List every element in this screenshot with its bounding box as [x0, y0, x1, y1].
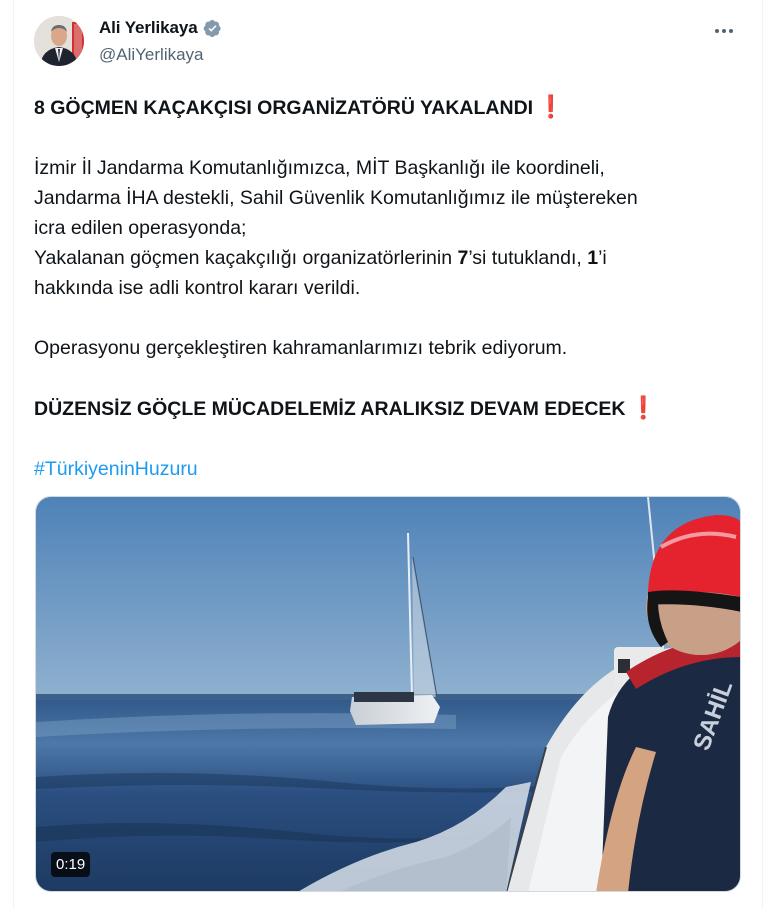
judicial-control-count: 1 — [587, 247, 599, 269]
paragraph-line — [34, 243, 734, 273]
paragraph-congrats: Operasyonu gerçekleştiren kahramanlarımızı tebrik ediyorum. — [34, 337, 568, 359]
author-handle[interactable]: @AliYerlikaya — [99, 45, 204, 64]
video-duration-badge: 0:19 — [51, 852, 90, 877]
more-horizontal-icon — [722, 29, 726, 33]
video-player[interactable] — [35, 496, 741, 892]
headline-text: 8 GÖÇMEN KAÇAKÇISI ORGANİZATÖRÜ YAKALANDI — [34, 97, 534, 119]
author-name-row — [99, 18, 222, 38]
paragraph-line: icra edilen operasyonda; — [34, 217, 247, 239]
exclamation-emoji-icon: ❗ — [537, 94, 565, 119]
verified-badge-icon[interactable] — [203, 19, 222, 38]
closing-statement — [34, 393, 734, 424]
svg-text:SAHİL: SAHİL — [688, 677, 739, 755]
paragraph-line: Jandarma İHA destekli, Sahil Güvenlik Komutanlığımız ile müştereken — [34, 187, 638, 209]
exclamation-emoji-icon: ❗ — [629, 395, 657, 420]
avatar[interactable] — [34, 16, 84, 66]
text-fragment: ’si tutuklandı, — [468, 247, 588, 269]
tweet-headline — [34, 92, 734, 123]
closing-text: DÜZENSİZ GÖÇLE MÜCADELEMİZ ARALIKSIZ DEVAM EDECEK — [34, 398, 626, 420]
text-fragment: ’i — [598, 247, 607, 269]
paragraph-line: İzmir İl Jandarma Komutanlığımızca, MİT Başkanlığı ile koordineli, — [34, 157, 605, 179]
more-horizontal-icon — [729, 29, 733, 33]
tweet-text — [34, 92, 734, 484]
arrested-count: 7 — [457, 247, 469, 269]
more-horizontal-icon — [715, 29, 719, 33]
video-thumbnail — [36, 497, 741, 892]
paragraph-hashtag — [34, 454, 734, 484]
more-options-button[interactable] — [709, 20, 739, 42]
tweet-header — [34, 16, 744, 68]
hashtag-link[interactable]: #TürkiyeninHuzuru — [34, 458, 198, 480]
paragraph-line: hakkında ise adli kontrol kararı verildi. — [34, 277, 361, 299]
text-fragment: Yakalanan göçmen kaçakçılığı organizatörlerinin — [34, 247, 458, 269]
author-display-name[interactable]: Ali Yerlikaya — [99, 18, 198, 37]
